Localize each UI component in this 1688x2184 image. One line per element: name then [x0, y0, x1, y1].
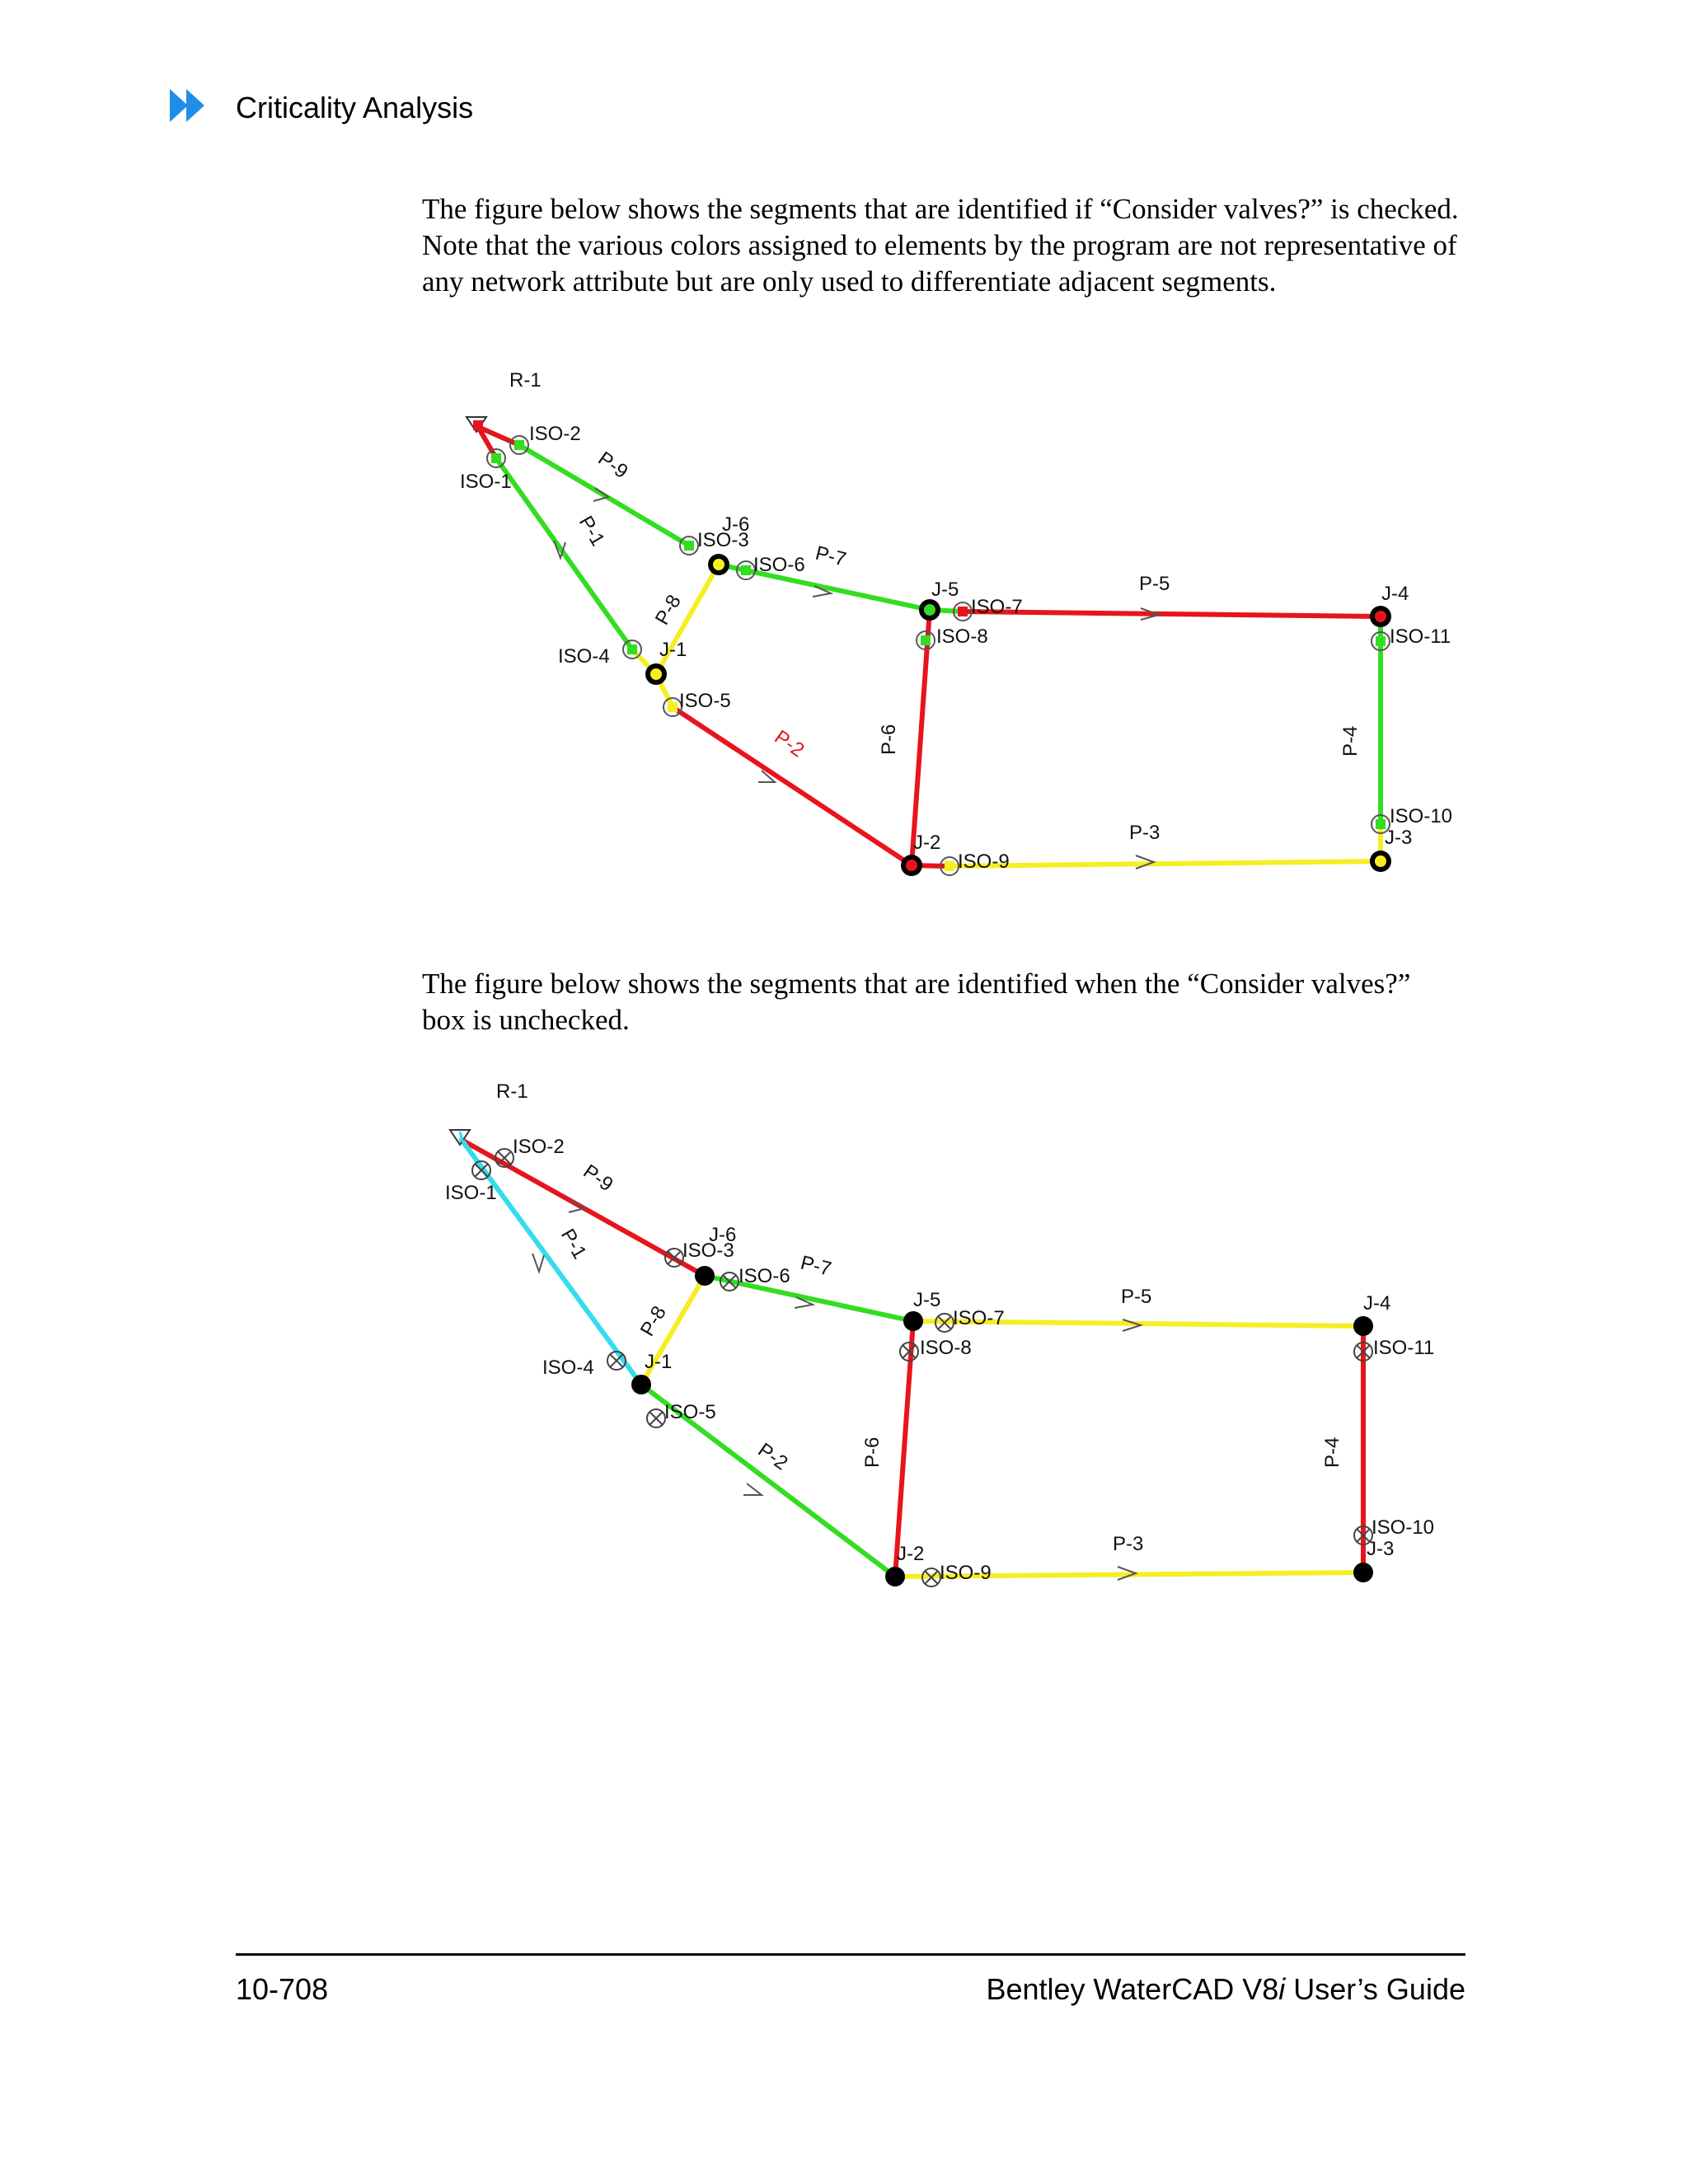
label-iso4: ISO-4 — [558, 645, 610, 668]
guide-title — [986, 1971, 1465, 2008]
label-iso3: ISO-3 — [682, 1240, 734, 1262]
label-iso2: ISO-2 — [529, 423, 581, 445]
pipe-p2 — [673, 707, 912, 865]
label-p1: P-1 — [574, 512, 609, 551]
label-j5: J-5 — [913, 1289, 941, 1311]
label-j3: J-3 — [1367, 1538, 1395, 1560]
label-j3: J-3 — [1385, 827, 1413, 849]
label-p2: P-2 — [770, 725, 809, 762]
label-iso10: ISO-10 — [1372, 1516, 1435, 1539]
label-p9: P-9 — [593, 447, 632, 484]
guide-title-pre: Bentley WaterCAD V8 — [986, 1972, 1279, 2006]
network-figure-valves-unchecked — [412, 1074, 1484, 1634]
label-p3: P-3 — [1113, 1533, 1144, 1555]
flow-arrow — [532, 1254, 544, 1272]
label-iso1: ISO-1 — [460, 471, 512, 493]
label-iso6: ISO-6 — [738, 1265, 790, 1287]
page-number: 10-708 — [236, 1972, 329, 2006]
double-arrow-icon — [170, 89, 223, 122]
label-iso11: ISO-11 — [1373, 1337, 1435, 1359]
junction-j6 — [695, 1266, 715, 1286]
label-iso6: ISO-6 — [753, 554, 805, 576]
label-p9: P-9 — [579, 1160, 617, 1197]
label-j6: J-6 — [722, 513, 750, 536]
label-p7: P-7 — [813, 541, 849, 571]
label-p4: P-4 — [1321, 1436, 1343, 1468]
pipe-p1 — [496, 458, 632, 649]
junction-j2 — [885, 1567, 905, 1586]
body-paragraph-2: The figure below shows the segments that are identified when the “Consider valves?” box is unchecked. — [422, 968, 1411, 1036]
label-iso2: ISO-2 — [513, 1136, 565, 1158]
label-j2: J-2 — [897, 1543, 925, 1565]
section-title: Criticality Analysis — [236, 91, 474, 124]
label-iso9: ISO-9 — [940, 1562, 992, 1584]
junction-j1 — [631, 1375, 651, 1394]
label-p4: P-4 — [1339, 725, 1362, 757]
label-j1: J-1 — [659, 639, 687, 661]
label-p8: P-8 — [650, 591, 686, 629]
label-j6: J-6 — [709, 1224, 737, 1246]
label-iso7: ISO-7 — [953, 1307, 1005, 1329]
junction-j3 — [1353, 1563, 1373, 1582]
label-p6: P-6 — [861, 1436, 884, 1468]
valve-iso5 — [647, 1409, 665, 1427]
label-p5: P-5 — [1121, 1286, 1152, 1308]
label-iso3: ISO-3 — [697, 529, 749, 551]
label-iso9: ISO-9 — [958, 851, 1010, 873]
pipe-p3 — [950, 861, 1381, 866]
label-p8: P-8 — [635, 1302, 671, 1340]
label-iso11: ISO-11 — [1390, 626, 1451, 648]
label-r1: R-1 — [496, 1080, 528, 1103]
guide-title-italic: i — [1278, 1972, 1286, 2006]
label-iso7: ISO-7 — [971, 596, 1023, 618]
label-iso10: ISO-10 — [1390, 805, 1453, 827]
label-j5: J-5 — [931, 579, 959, 601]
label-iso8: ISO-8 — [920, 1337, 972, 1359]
label-p2: P-2 — [753, 1438, 792, 1475]
footer-rule — [236, 1953, 1465, 1956]
pipe-p7 — [705, 1276, 913, 1321]
label-iso5: ISO-5 — [679, 690, 731, 712]
label-p7: P-7 — [798, 1251, 834, 1281]
body-paragraph-1: The figure below shows the segments that are identified if “Consider valves?” is checked. Note that the various colors assigned to elements by the program are not representative of any network attribute but are only used to differentiate adjacent segments. — [422, 193, 1459, 298]
label-iso4: ISO-4 — [542, 1357, 594, 1379]
label-p6: P-6 — [878, 724, 900, 755]
label-iso8: ISO-8 — [936, 626, 988, 648]
label-iso1: ISO-1 — [445, 1182, 497, 1204]
flow-arrow — [743, 1483, 762, 1495]
label-j4: J-4 — [1381, 583, 1409, 605]
label-r1: R-1 — [509, 369, 542, 391]
label-j4: J-4 — [1363, 1292, 1391, 1315]
guide-title-post: User’s Guide — [1285, 1972, 1465, 2006]
junction-j5 — [903, 1311, 923, 1331]
junction-j4 — [1353, 1316, 1373, 1336]
label-iso5: ISO-5 — [664, 1401, 716, 1423]
label-p1: P-1 — [556, 1225, 591, 1263]
label-p5: P-5 — [1139, 573, 1170, 595]
pipe-p5 — [963, 612, 1381, 616]
network-figure-valves-checked — [412, 363, 1484, 923]
label-j1: J-1 — [645, 1351, 673, 1373]
label-j2: J-2 — [913, 832, 941, 854]
label-p3: P-3 — [1129, 822, 1160, 844]
